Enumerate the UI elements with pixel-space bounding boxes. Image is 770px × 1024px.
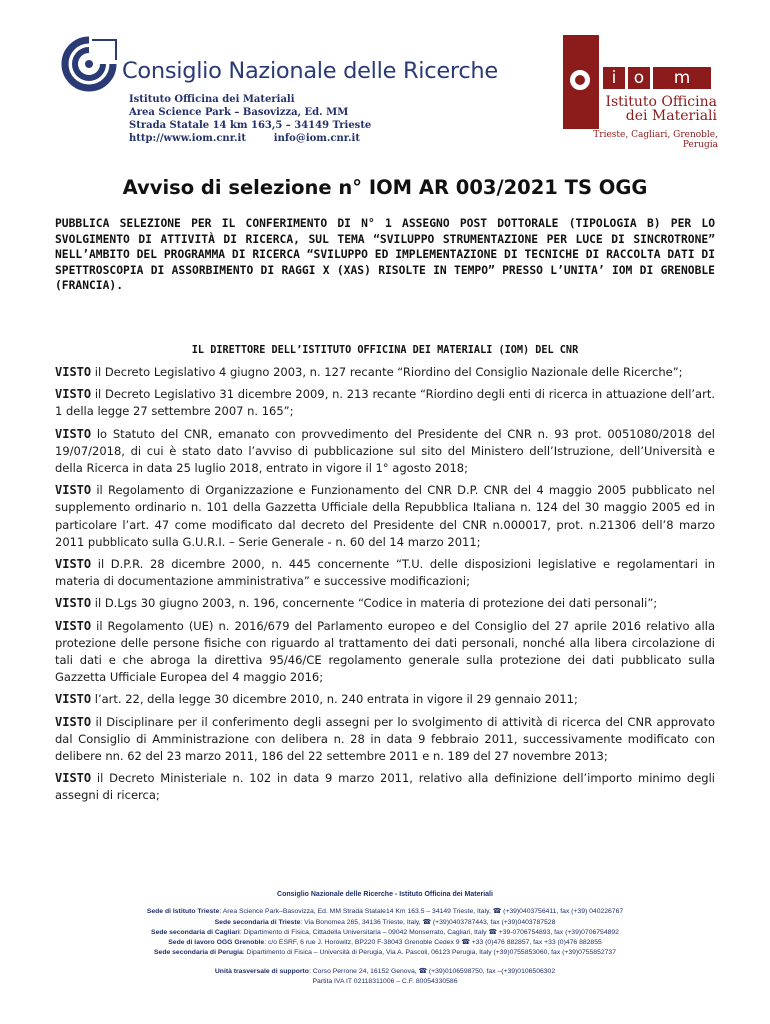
iom-letter: i: [603, 67, 625, 89]
footer-text: : c/o ESRF, 6 rue J. Horowitz, BP220 F-38043 Grenoble Cedex 9 ☎ +33 (0)476 882857, fax +33 (0)476 882855: [264, 939, 602, 947]
iom-logo-block: [563, 35, 599, 71]
institute-line: Area Science Park – Basovizza, Ed. MM: [129, 107, 349, 118]
keyword: VISTO: [55, 714, 92, 729]
footer-line: [0, 928, 770, 938]
keyword: VISTO: [55, 692, 92, 707]
visto-paragraph: [55, 691, 715, 708]
footer-text: : Via Bonomea 265, 34136 Trieste, Italy, ☎ (+39)0403787443, fax (+39)0403787528: [300, 918, 556, 926]
institute-web-email: http://www.iom.cnr.it info@iom.cnr.it: [129, 133, 360, 144]
visto-paragraph: [55, 714, 715, 766]
visto-paragraph: [55, 618, 715, 687]
visto-paragraph: [55, 770, 715, 804]
visto-paragraph: [55, 364, 715, 381]
paragraph-text: il Decreto Legislativo 4 giugno 2003, n. 127 recante “Riordino del Consiglio Nazionale delle Ricerche”;: [91, 365, 683, 379]
footer-label: Sede di lavoro OGG Grenoble: [168, 939, 265, 947]
letterhead: [0, 0, 770, 175]
visto-paragraph: [55, 426, 715, 478]
keyword: VISTO: [55, 483, 92, 498]
footer-line: [0, 938, 770, 948]
iom-globe-icon: [567, 67, 593, 93]
footer-label: Sede secondaria di Cagliari: [151, 928, 240, 936]
keyword: VISTO: [55, 771, 92, 786]
footer-label: Sede di Istituto Trieste: [146, 908, 220, 916]
document-subject: PUBBLICA SELEZIONE PER IL CONFERIMENTO DI N° 1 ASSEGNO POST DOTTORALE (TIPOLOGIA B) PER LO SVOLGIMENTO DI ATTIVITÀ DI RICERCA, SUL TEMA “SVILUPPO STRUMENTAZIONE PER LUCE DI SINCROTRONE” NELL’AMBITO DEL PROGRAMMA DI RICERCA “SVILUPPO ED IMPLEMENTAZIONE DI TECNICHE DI RACCOLTA DATI DI SPETTROSCOPIA DI ASSORBIMENTO DI RAGGI X (XAS) RISOLTE IN TEMPO” PRESSO L’UNITA’ IOM DI GRENOBLE (FRANCIA).: [55, 217, 715, 293]
paragraph-text: il Disciplinare per il conferimento degli assegni per lo svolgimento di attività di ricerca del CNR approvato dal Consiglio di Amministrazione con delibera n. 28 in data 9 febbraio 2011, successivamente modificato con delibere nn. 62 del 23 marzo 2011, 186 del 22 settembre 2011 e n. 189 del 27 novembre 2013;: [55, 714, 715, 764]
institute-address: [129, 93, 371, 145]
institute-line: Istituto Officina dei Materiali: [129, 94, 295, 105]
footer-vat: Partita IVA IT 02118311006 – C.F. 80054330586: [312, 978, 458, 986]
footer-text: : Area Science Park–Basovizza, Ed. MM Strada Statale14 Km 163.5 – 34149 Trieste, Italy, ☎ (+39)0403756411, fax (+39) 040226767: [219, 908, 624, 916]
footer-text: : Corso Perrone 24, 16152 Genova, ☎ (+39)0106598750, fax –(+39)0106506302: [308, 967, 556, 975]
footer-line: [0, 907, 770, 917]
keyword: VISTO: [55, 387, 92, 402]
paragraph-text: il Decreto Ministeriale n. 102 in data 9 marzo 2011, relativo alla definizione dell’importo minimo degli assegni di ricerca;: [55, 771, 715, 803]
footer-line: [0, 948, 770, 958]
footer-text: : Dipartimento di Fisica, Cittadella Universitaria – 09042 Monserrato, Cagliari, Italy ☎ +39-0706754893, fax (+39)0706754892: [239, 928, 619, 936]
document-title: Avviso di selezione n° IOM AR 003/2021 TS OGG: [122, 176, 648, 199]
footer-text: : Dipartimento di Fisica – Università di Perugia, Via A. Pascoli, 06123 Perugia, Italy (+39)0755853060, fax (+39)0755852737: [242, 949, 616, 957]
footer-label: Unità trasversale di supporto: [214, 967, 309, 975]
keyword: VISTO: [55, 596, 92, 611]
page-footer: [0, 890, 770, 987]
paragraph-text: lo Statuto del CNR, emanato con provvedimento del Presidente del CNR n. 93 prot. 0051080/2018 del 19/07/2018, di cui è stato dato l’avviso di pubblicazione sul sito del Ministero dell’Istruzione, dell’Università e della Ricerca in data 25 luglio 2018, entrato in vigore il 1° agosto 2018;: [55, 426, 715, 476]
paragraph-text: il Regolamento di Organizzazione e Funzionamento del CNR D.P. CNR del 4 maggio 2005 pubblicato nel supplemento ordinario n. 101 della Gazzetta Ufficiale della Repubblica Italiana n. 124 del 30 maggio 2005 ed in particolare l’art. 47 come modificato dal decreto del Presidente del CNR n.000017, prot. n.21306 dell’8 marzo 2011 pubblicato sulla G.U.R.I. – Serie Generale - n. 60 del 14 marzo 2011;: [55, 483, 715, 549]
document-body: [55, 364, 715, 810]
paragraph-text: il Regolamento (UE) n. 2016/679 del Parlamento europeo e del Consiglio del 27 aprile 2016 relativo alla protezione delle persone fisiche con riguardo al trattamento dei dati personali, nonché alla libera circolazione di tali dati e che abroga la direttiva 95/46/CE regolamento generale sulla protezione dei dati pubblicato sulla Gazzetta Ufficiale Europea del 4 maggio 2016;: [55, 618, 715, 685]
institute-line: Strada Statale 14 km 163,5 – 34149 Trieste: [129, 120, 372, 131]
iom-letter: o: [628, 67, 650, 89]
paragraph-text: il D.Lgs 30 giugno 2003, n. 196, concernente “Codice in materia di protezione dei dati personali”;: [91, 596, 658, 611]
iom-subtitle-line: Istituto Officina: [605, 94, 717, 110]
keyword: VISTO: [55, 618, 92, 633]
footer-title: Consiglio Nazionale delle Ricerche - Istituto Officina dei Materiali: [277, 891, 493, 898]
visto-paragraph: [55, 595, 715, 612]
cnr-logo-icon: [56, 36, 122, 92]
paragraph-text: il D.P.R. 28 dicembre 2000, n. 445 concernente “T.U. delle disposizioni legislative e regolamentari in materia di documentazione amministrativa” e successive modificazioni;: [55, 557, 715, 589]
keyword: VISTO: [55, 426, 92, 441]
footer-label: Sede secondaria di Perugia: [154, 949, 243, 957]
iom-cities: Trieste, Cagliari, Grenoble, Perugia: [593, 130, 718, 150]
visto-paragraph: [55, 556, 715, 590]
keyword: VISTO: [55, 557, 92, 572]
footer-line: [0, 967, 770, 977]
keyword: VISTO: [55, 365, 92, 379]
visto-paragraph: [55, 386, 715, 420]
footer-label: Sede secondaria di Trieste: [214, 918, 301, 926]
paragraph-text: l’art. 22, della legge 30 dicembre 2010, n. 240 entrata in vigore il 29 gennaio 2011;: [91, 692, 578, 707]
footer-line: [0, 918, 770, 928]
director-heading: IL DIRETTORE DELL’ISTITUTO OFFICINA DEI MATERIALI (IOM) DEL CNR: [191, 345, 579, 356]
iom-subtitle-line: dei Materiali: [625, 108, 717, 124]
iom-letter: m: [653, 67, 711, 89]
visto-paragraph: [55, 482, 715, 551]
paragraph-text: il Decreto Legislativo 31 dicembre 2009, n. 213 recante “Riordino degli enti di ricerca in attuazione dell’art. 1 della legge 27 settembre 2007 n. 165”;: [55, 387, 715, 419]
iom-logo-subtitle: [601, 95, 717, 123]
iom-logo: [563, 35, 718, 150]
org-name: Consiglio Nazionale delle Ricerche: [122, 58, 498, 84]
